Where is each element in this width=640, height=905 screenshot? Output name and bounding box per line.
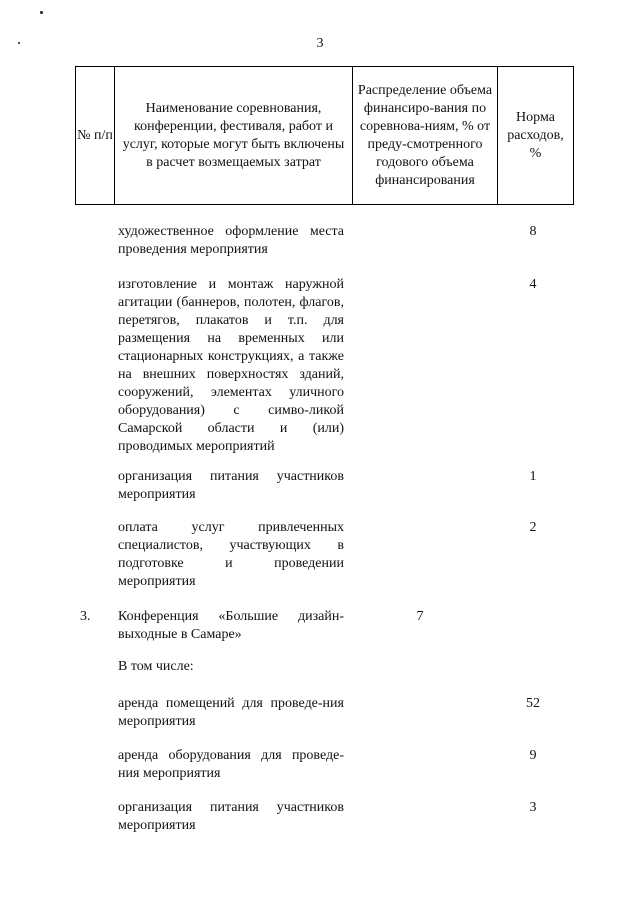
- page-number: 3: [316, 36, 324, 51]
- row-text: организация питания участников мероприятия: [118, 800, 344, 833]
- header-col-number: № п/п: [77, 127, 113, 143]
- row-text: изготовление и монтаж наружной агитации (баннеров, полотен, флагов, перетягов, плакатов и т.п. для размещения на временных или стационарных конструкциях, а также на внешних поверхностях зданий, сооружений, элементах уличного оборудования) с симво-ликой Самарской области и (или) проводимых мероприятий: [118, 277, 344, 454]
- row-distribution: 7: [416, 609, 424, 624]
- header-col-name: Наименование соревнования, конференции, фестиваля, работ и услуг, которые могут быть включены в расчет возмещаемых затрат: [114, 67, 352, 204]
- table-header: [75, 66, 574, 204]
- row-norm: 2: [529, 520, 537, 535]
- row-norm: 1: [529, 469, 537, 484]
- row-text: аренда помещений для проведе-ния мероприятия: [118, 696, 344, 729]
- scan-speck: [40, 11, 43, 14]
- header-col-norm: Норма расходов, %: [497, 67, 573, 204]
- row-text: оплата услуг привлеченных специалистов, участвующих в подготовке и проведении мероприятия: [118, 520, 344, 589]
- row-text: художественное оформление места проведения мероприятия: [118, 224, 344, 257]
- row-number: 3.: [80, 609, 91, 624]
- row-norm: 9: [529, 748, 537, 763]
- header-divider: [75, 204, 574, 205]
- row-text: В том числе:: [118, 659, 194, 674]
- row-norm: 3: [529, 800, 537, 815]
- row-text: аренда оборудования для проведе-ния мероприятия: [118, 748, 344, 781]
- row-text: организация питания участников мероприятия: [118, 469, 344, 502]
- row-norm: 52: [526, 696, 540, 711]
- header-col-distribution: Распределение объема финансиро-вания по соревнова-ниям, % от преду-смотренного годового объема финансирования: [352, 67, 497, 204]
- row-norm: 4: [529, 277, 537, 292]
- row-text: Конференция «Большие дизайн-выходные в Самаре»: [118, 609, 344, 642]
- row-norm: 8: [529, 224, 537, 239]
